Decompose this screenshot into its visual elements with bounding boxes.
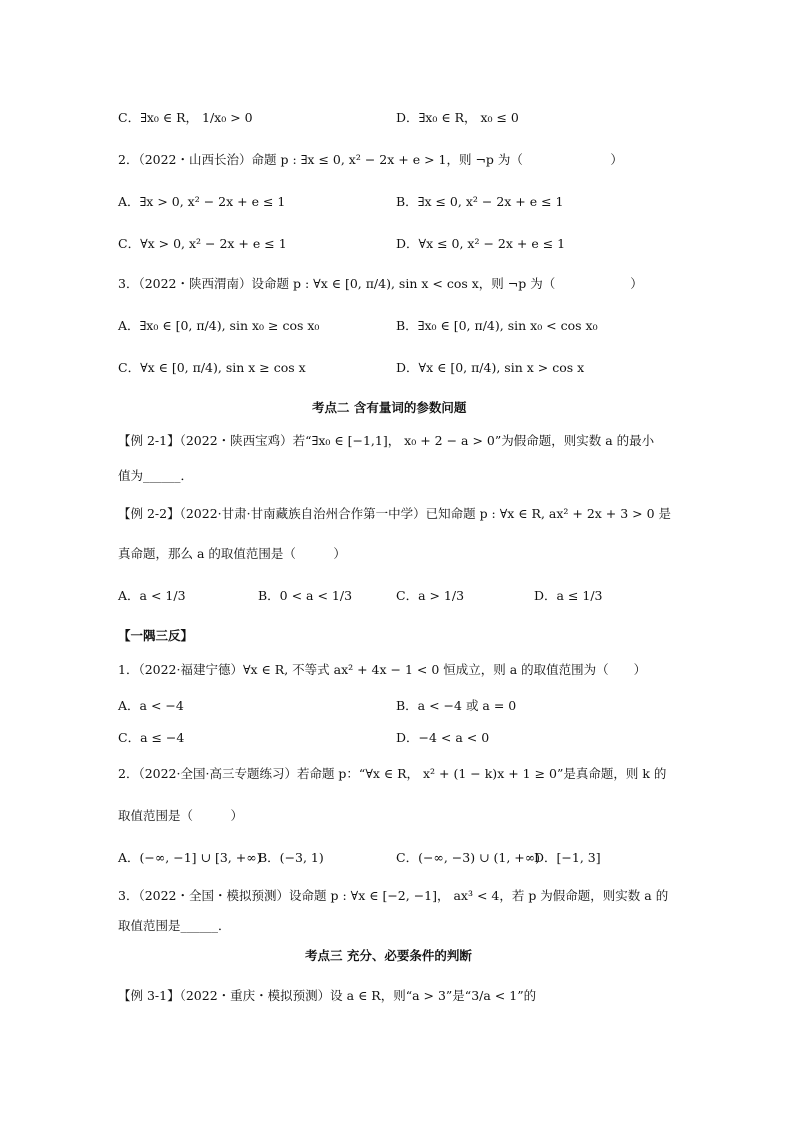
text-line: A．a < −4 [118, 698, 184, 713]
text-line: D．∀x ∈ [0, π/4), sin x > cos x [396, 360, 585, 375]
text-line: 1．（2022·福建宁德）∀x ∈ R, 不等式 ax² + 4x − 1 < 0 恒成立，则 a 的取值范围为（ ） [118, 662, 647, 677]
text-line: D．[−1, 3] [534, 850, 601, 865]
text-line: A．∃x₀ ∈ [0, π/4), sin x₀ ≥ cos x₀ [118, 318, 320, 333]
text-line: B．0 < a < 1/3 [258, 588, 353, 603]
text-line: B．(−3, 1) [258, 850, 324, 865]
section-heading: 考点二 含有量词的参数问题 [312, 400, 467, 415]
text-line: 值为______． [118, 468, 194, 483]
text-line: B．∃x ≤ 0, x² − 2x + e ≤ 1 [396, 194, 564, 209]
text-line: C．a > 1/3 [396, 588, 465, 603]
text-line: D．−4 < a < 0 [396, 730, 490, 745]
text-line: D．a ≤ 1/3 [534, 588, 603, 603]
text-line: A．(−∞, −1] ∪ [3, +∞) [118, 850, 262, 865]
text-line: C．∃x₀ ∈ R， 1/x₀ > 0 [118, 110, 253, 125]
section-heading: 【一隅三反】 [118, 628, 194, 643]
text-line: 2．（2022・山西长治）命题 p : ∃x ≤ 0, x² − 2x + e > 1，则 ¬p 为（ ） [118, 152, 623, 167]
text-line: 取值范围是（ ） [118, 808, 244, 823]
text-line: 【例 2-2】（2022·甘肃·甘南藏族自治州合作第一中学）已知命题 p : ∀x ∈ R, ax² + 2x + 3 > 0 是 [118, 506, 672, 521]
text-line: 取值范围是______． [118, 918, 231, 933]
text-line: A．∃x > 0, x² − 2x + e ≤ 1 [118, 194, 286, 209]
text-line: C．∀x > 0, x² − 2x + e ≤ 1 [118, 236, 287, 251]
text-line: C．(−∞, −3) ∪ (1, +∞) [396, 850, 541, 865]
text-line: D．∃x₀ ∈ R， x₀ ≤ 0 [396, 110, 519, 125]
text-line: 3．（2022・全国・模拟预测）设命题 p : ∀x ∈ [−2, −1]， ax³ < 4，若 p 为假命题，则实数 a 的 [118, 888, 669, 903]
text-line: C．∀x ∈ [0, π/4), sin x ≥ cos x [118, 360, 306, 375]
text-line: A．a < 1/3 [118, 588, 186, 603]
text-line: 【例 3-1】（2022・重庆・模拟预测）设 a ∈ R，则“a > 3”是“3/a < 1”的 [118, 988, 537, 1003]
text-line: 2．（2022·全国·高三专题练习）若命题 p：“∀x ∈ R， x² + (1 − k)x + 1 ≥ 0”是真命题，则 k 的 [118, 766, 667, 781]
text-line: C．a ≤ −4 [118, 730, 185, 745]
text-line: 真命题，那么 a 的取值范围是（ ） [118, 546, 346, 561]
text-line: B．a < −4 或 a = 0 [396, 698, 517, 713]
text-line: D．∀x ≤ 0, x² − 2x + e ≤ 1 [396, 236, 566, 251]
text-line: B．∃x₀ ∈ [0, π/4), sin x₀ < cos x₀ [396, 318, 598, 333]
section-heading: 考点三 充分、必要条件的判断 [305, 948, 472, 963]
text-line: 【例 2-1】（2022・陕西宝鸡）若“∃x₀ ∈ [−1,1]， x₀ + 2 − a > 0”为假命题，则实数 a 的最小 [118, 433, 655, 448]
text-line: 3．（2022・陕西渭南）设命题 p : ∀x ∈ [0, π/4), sin x < cos x，则 ¬p 为（ ） [118, 276, 643, 291]
